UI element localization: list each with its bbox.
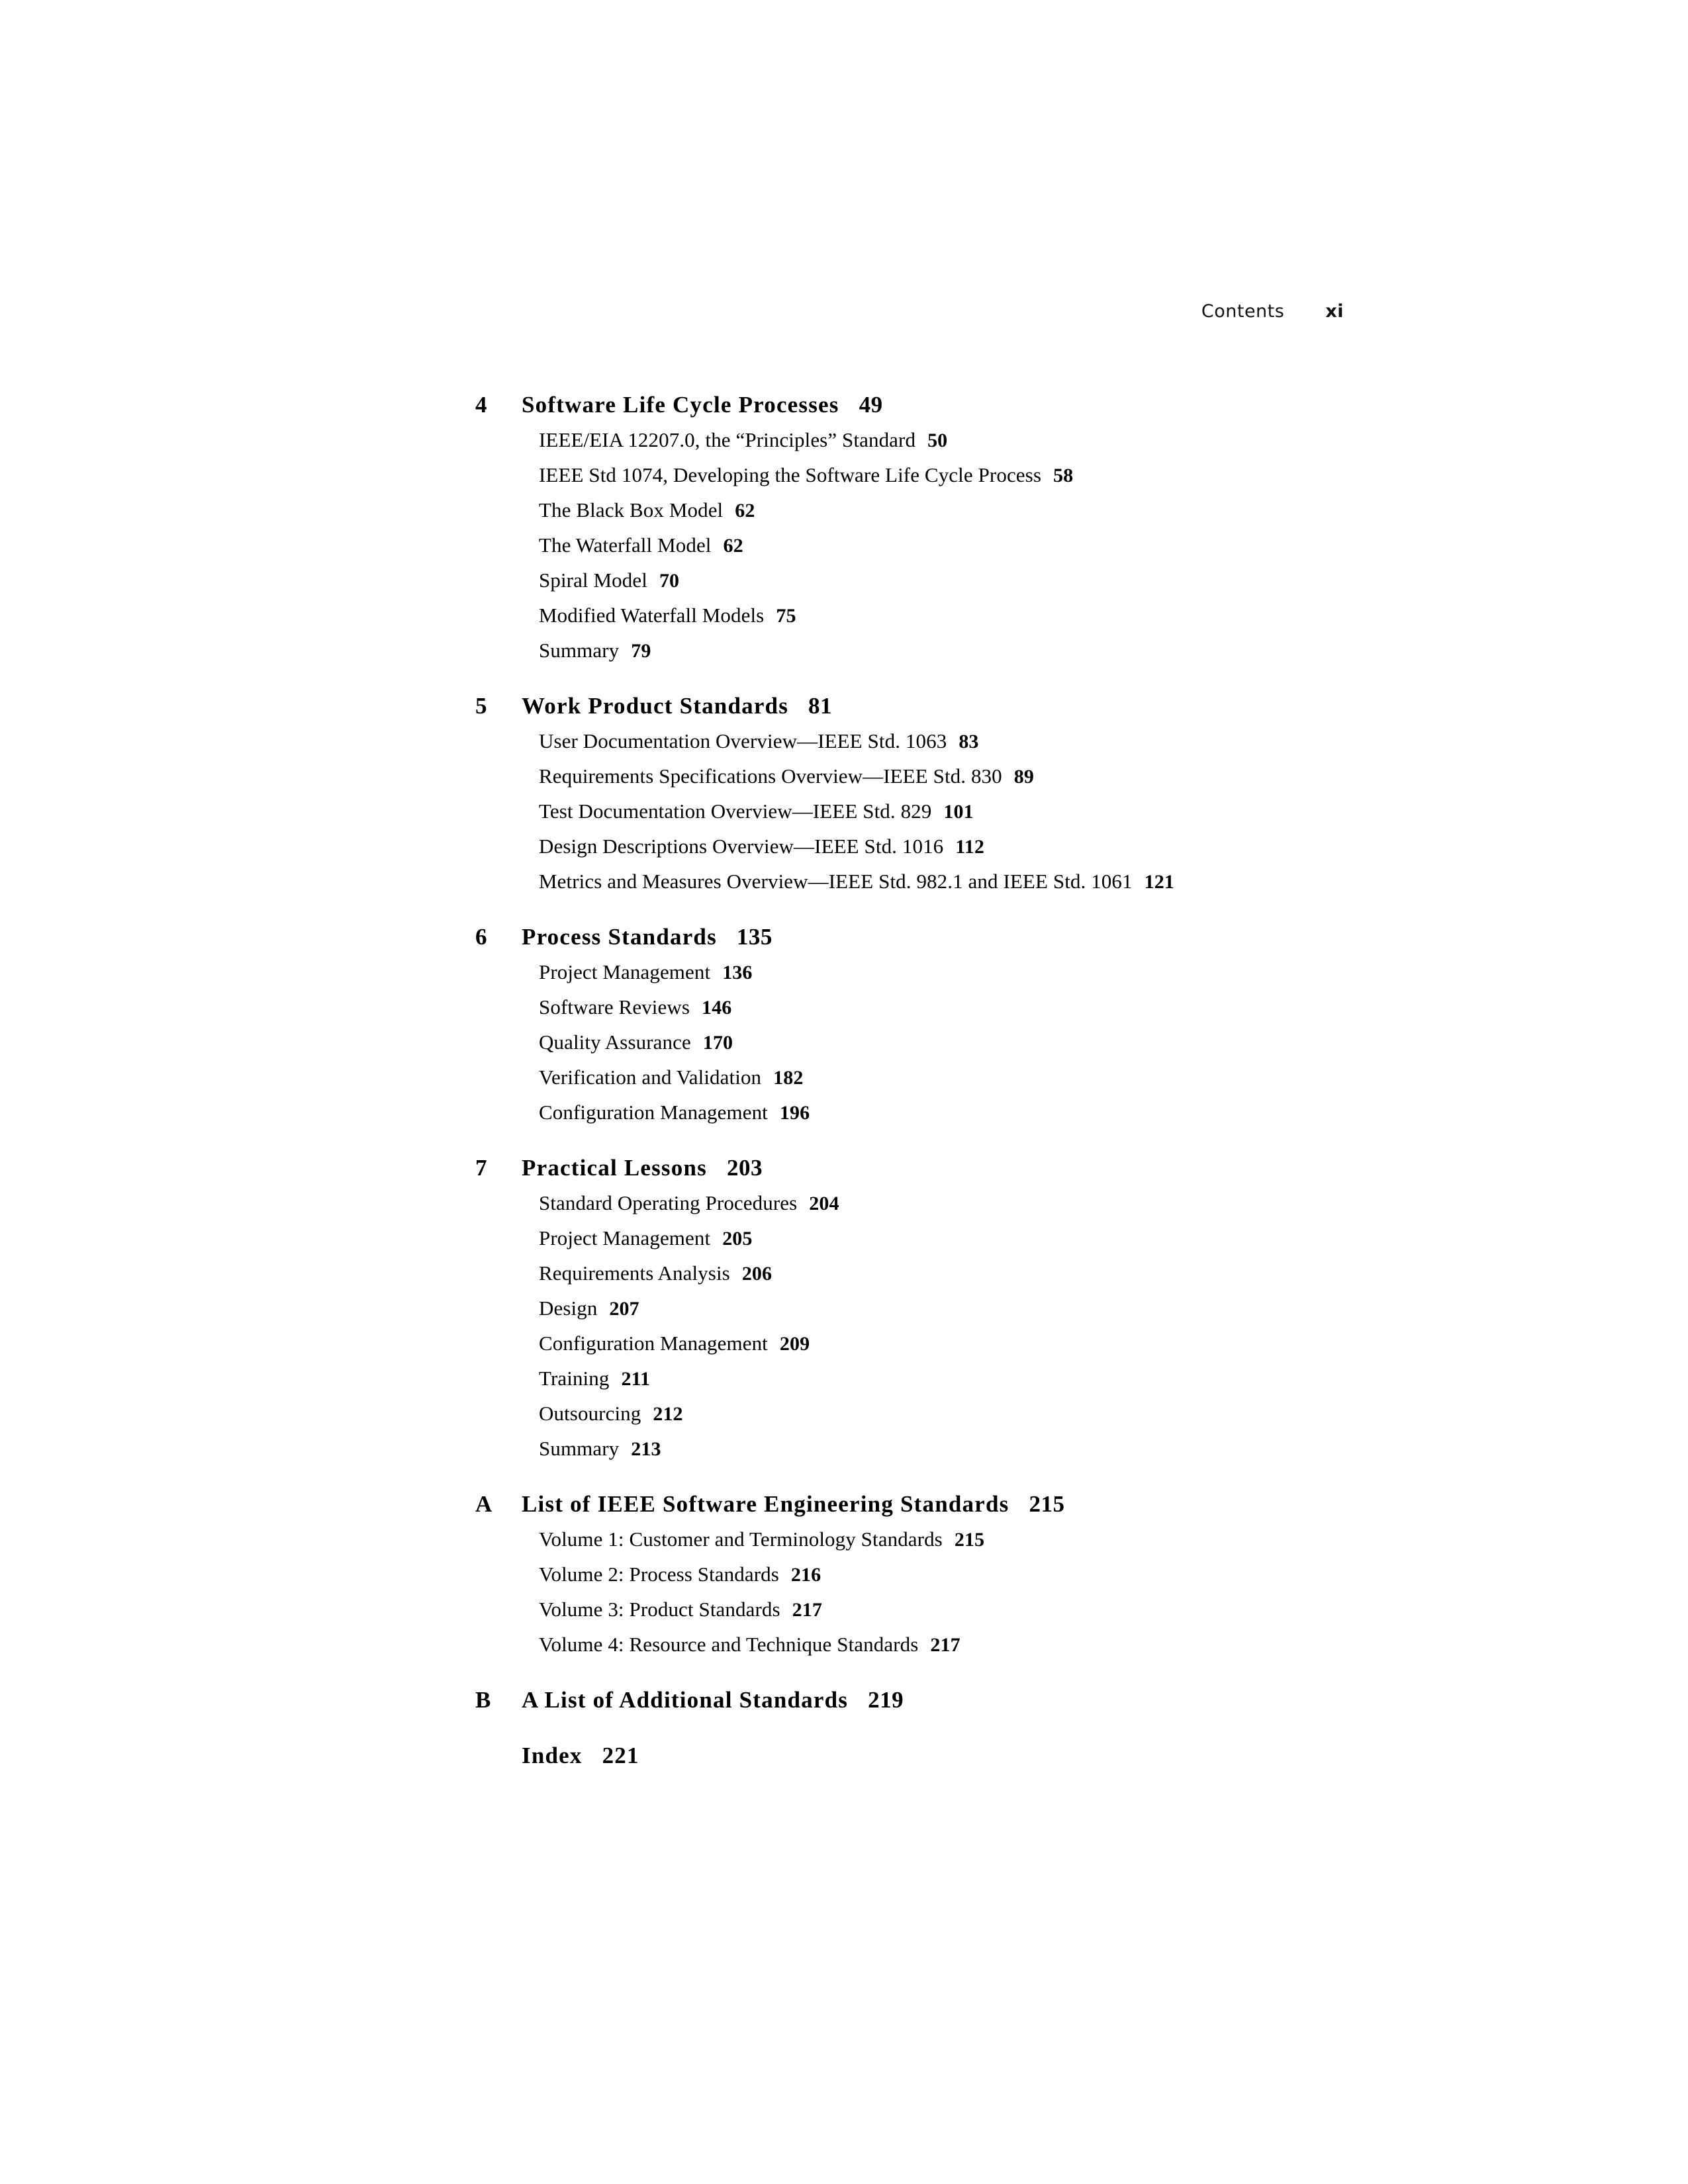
subentry-list — [475, 724, 1369, 899]
chapter-title: List of IEEE Software Engineering Standards — [522, 1491, 1009, 1517]
subentry-text: Volume 2: Process Standards — [539, 1563, 779, 1586]
list-item[interactable] — [522, 1186, 1369, 1221]
subentry-page: 205 — [722, 1228, 753, 1250]
subentry-text: Spiral Model — [539, 569, 647, 592]
list-item[interactable] — [522, 1592, 1369, 1627]
list-item[interactable] — [522, 794, 1369, 829]
subentry-text: Project Management — [539, 960, 711, 983]
list-item[interactable] — [522, 423, 1369, 458]
subentry-page: 62 — [723, 535, 743, 557]
subentry-text: The Black Box Model — [539, 498, 724, 522]
table-of-contents — [475, 387, 1369, 1774]
subentry-text: Summary — [539, 639, 620, 662]
subentry-page: 215 — [954, 1529, 985, 1551]
index-line[interactable] — [522, 1738, 1369, 1774]
subentry-page: 112 — [955, 836, 984, 858]
chapter-number: A — [475, 1491, 492, 1517]
subentry-text: Design — [539, 1297, 598, 1320]
list-item[interactable] — [522, 493, 1369, 528]
subentry-page: 206 — [741, 1263, 773, 1285]
subentry-text: Volume 4: Resource and Technique Standards — [539, 1633, 919, 1656]
list-item[interactable] — [522, 598, 1369, 633]
subentry-page: 213 — [631, 1438, 661, 1460]
subentry-text: IEEE/EIA 12207.0, the “Principles” Standard — [539, 428, 916, 451]
subentry-page: 121 — [1144, 871, 1174, 893]
subentry-text: Summary — [539, 1437, 620, 1460]
subentry-text: Volume 1: Customer and Terminology Standards — [539, 1527, 943, 1551]
list-item[interactable] — [522, 990, 1369, 1025]
chapter-page: 203 — [726, 1155, 763, 1181]
toc-entry — [475, 688, 1369, 899]
subentry-text: Metrics and Measures Overview—IEEE Std. 982.1 and IEEE Std. 1061 — [539, 870, 1133, 893]
toc-chapter-line[interactable] — [475, 387, 1369, 423]
subentry-page: 83 — [959, 731, 979, 752]
subentry-text: Requirements Analysis — [539, 1261, 730, 1285]
chapter-page: 81 — [808, 693, 833, 719]
list-item[interactable] — [522, 1432, 1369, 1467]
list-item[interactable] — [522, 1396, 1369, 1432]
subentry-page: 209 — [779, 1333, 810, 1355]
toc-chapter-line[interactable] — [475, 1486, 1369, 1522]
subentry-page: 182 — [773, 1067, 804, 1089]
subentry-text: Quality Assurance — [539, 1030, 691, 1054]
subentry-page: 136 — [722, 962, 753, 983]
subentry-page: 170 — [702, 1032, 733, 1054]
subentry-text: IEEE Std 1074, Developing the Software Life Cycle Process — [539, 463, 1041, 486]
subentry-text: The Waterfall Model — [539, 533, 712, 557]
subentry-page: 217 — [792, 1599, 822, 1621]
subentry-list — [475, 1522, 1369, 1662]
chapter-number: 6 — [475, 924, 488, 950]
subentry-page: 58 — [1053, 465, 1074, 486]
toc-entry — [475, 1682, 1369, 1718]
subentry-text: Software Reviews — [539, 995, 690, 1019]
index-title: Index — [522, 1743, 583, 1768]
toc-chapter-line[interactable] — [475, 688, 1369, 724]
subentry-text: Outsourcing — [539, 1402, 641, 1425]
toc-entry — [475, 1486, 1369, 1662]
chapter-page: 219 — [868, 1687, 904, 1713]
running-head — [0, 301, 1344, 322]
subentry-page: 146 — [702, 997, 732, 1019]
chapter-number: 5 — [475, 693, 488, 719]
list-item[interactable] — [522, 1025, 1369, 1060]
subentry-page: 217 — [930, 1634, 961, 1656]
list-item[interactable] — [522, 633, 1369, 668]
toc-entry — [475, 1150, 1369, 1467]
chapter-page: 215 — [1029, 1491, 1065, 1517]
subentry-text: Configuration Management — [539, 1101, 768, 1124]
list-item[interactable] — [522, 1256, 1369, 1291]
subentry-text: Project Management — [539, 1226, 711, 1250]
chapter-page: 135 — [736, 924, 773, 950]
toc-entry — [475, 387, 1369, 668]
chapter-title: A List of Additional Standards — [522, 1687, 849, 1713]
list-item[interactable] — [522, 458, 1369, 493]
subentry-text: Verification and Validation — [539, 1066, 762, 1089]
subentry-text: Volume 3: Product Standards — [539, 1598, 780, 1621]
subentry-text: Test Documentation Overview—IEEE Std. 829 — [539, 799, 932, 823]
list-item[interactable] — [522, 1291, 1369, 1326]
subentry-page: 89 — [1013, 766, 1034, 788]
chapter-page: 49 — [859, 392, 883, 418]
list-item[interactable] — [522, 528, 1369, 563]
chapter-title: Software Life Cycle Processes — [522, 392, 839, 418]
subentry-page: 62 — [735, 500, 755, 522]
subentry-page: 204 — [809, 1193, 839, 1214]
toc-entry — [475, 919, 1369, 1130]
list-item[interactable] — [522, 759, 1369, 794]
toc-entry-index — [475, 1738, 1369, 1774]
subentry-text: User Documentation Overview—IEEE Std. 1063 — [539, 729, 947, 752]
subentry-list — [475, 1186, 1369, 1467]
toc-chapter-line[interactable] — [475, 1150, 1369, 1186]
chapter-title: Practical Lessons — [522, 1155, 707, 1181]
chapter-number: 4 — [475, 392, 488, 418]
subentry-text: Design Descriptions Overview—IEEE Std. 1016 — [539, 835, 944, 858]
list-item[interactable] — [522, 1361, 1369, 1396]
list-item[interactable] — [522, 1060, 1369, 1095]
subentry-page: 79 — [631, 640, 651, 662]
index-page: 221 — [602, 1743, 639, 1768]
subentry-text: Standard Operating Procedures — [539, 1191, 798, 1214]
subentry-list — [475, 423, 1369, 668]
list-item[interactable] — [522, 724, 1369, 759]
subentry-text: Modified Waterfall Models — [539, 604, 765, 627]
subentry-page: 101 — [943, 801, 974, 823]
list-item[interactable] — [522, 1326, 1369, 1361]
chapter-title: Process Standards — [522, 924, 717, 950]
list-item[interactable] — [522, 1221, 1369, 1256]
subentry-text: Training — [539, 1367, 610, 1390]
subentry-page: 207 — [609, 1298, 639, 1320]
list-item[interactable] — [522, 955, 1369, 990]
list-item[interactable] — [522, 1557, 1369, 1592]
running-head-folio: xi — [1325, 301, 1344, 322]
toc-chapter-line[interactable] — [475, 1682, 1369, 1718]
list-item[interactable] — [522, 1627, 1369, 1662]
toc-chapter-line[interactable] — [475, 919, 1369, 955]
subentry-page: 216 — [790, 1564, 821, 1586]
subentry-page: 75 — [776, 605, 796, 627]
subentry-page: 212 — [653, 1403, 683, 1425]
subentry-list — [475, 955, 1369, 1130]
subentry-page: 196 — [779, 1102, 810, 1124]
list-item[interactable] — [522, 1095, 1369, 1130]
chapter-number: 7 — [475, 1155, 488, 1181]
chapter-number: B — [475, 1687, 491, 1713]
subentry-text: Configuration Management — [539, 1332, 768, 1355]
list-item[interactable] — [522, 1522, 1369, 1557]
running-head-label: Contents — [1201, 301, 1285, 322]
list-item[interactable] — [522, 864, 1369, 899]
chapter-title: Work Product Standards — [522, 693, 789, 719]
subentry-page: 50 — [927, 430, 948, 451]
list-item[interactable] — [522, 829, 1369, 864]
subentry-text: Requirements Specifications Overview—IEEE Std. 830 — [539, 764, 1002, 788]
list-item[interactable] — [522, 563, 1369, 598]
subentry-page: 70 — [659, 570, 680, 592]
subentry-page: 211 — [621, 1368, 651, 1390]
